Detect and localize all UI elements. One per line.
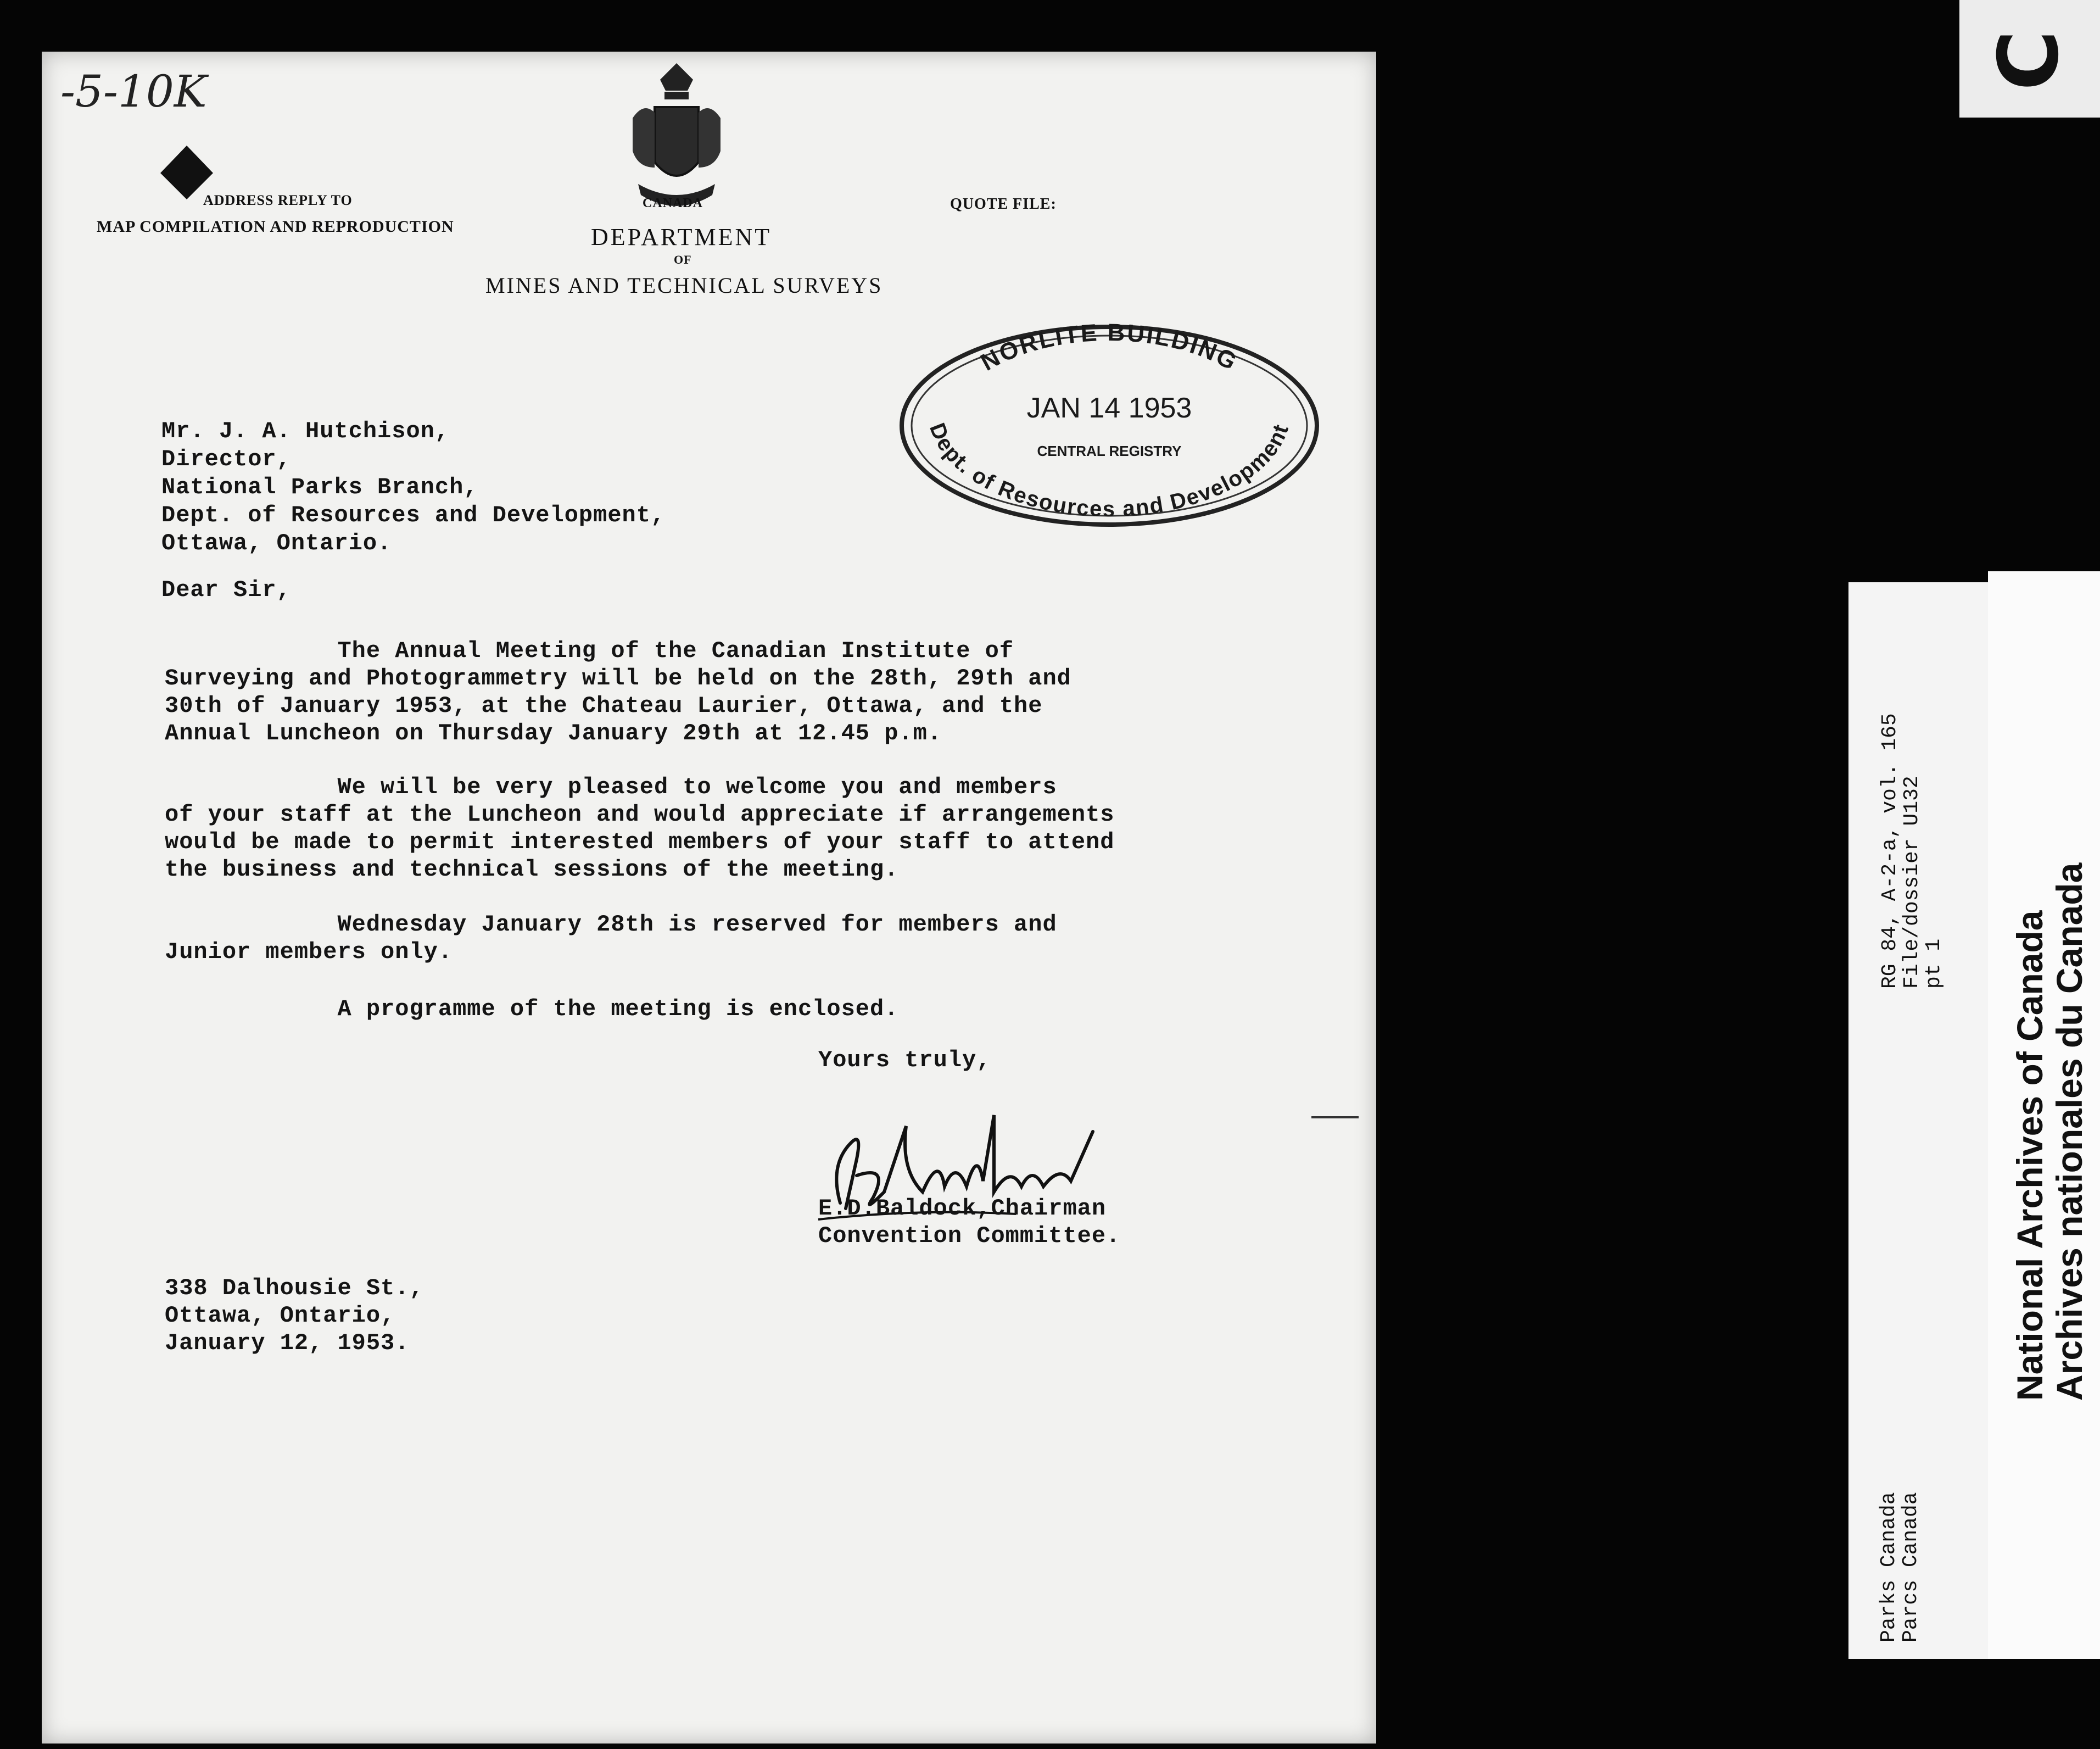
ministry-name: MINES AND TECHNICAL SURVEYS [485,273,883,298]
reference-line: File/dossier U132 [1900,776,1924,989]
body-line: We will be very pleased to welcome you and members [165,774,1057,800]
address-reply-label: ADDRESS REPLY TO [203,192,353,208]
quote-file-label: QUOTE FILE: [950,196,1057,213]
recipient-line: Ottawa, Ontario. [161,530,392,556]
stamp-registry: CENTRAL REGISTRY [1037,443,1182,459]
body-line: the business and technical sessions of the meeting. [165,856,899,883]
body-line: Annual Luncheon on Thursday January 29th at 12.45 p.m. [165,720,942,747]
body-line: would be made to permit interested members of your staff to attend [165,829,1115,855]
return-address [165,1274,424,1357]
archive-organization [1878,1492,1922,1642]
body-line: Junior members only. [165,939,453,965]
archive-name-en: National Archives of Canada [2009,910,2050,1401]
svg-text:NORLITE BUILDING [976,319,1242,376]
body-line: The Annual Meeting of the Canadian Institute of [165,638,1014,664]
recipient-line: Dept. of Resources and Development, [161,502,666,528]
body-line: 30th of January 1953, at the Chateau Laurier, Ottawa, and the [165,693,1043,719]
tab-letter: C [1981,30,2077,91]
recipient-line: Director, [161,446,291,472]
paragraph-reserved [165,911,1057,966]
stamp-bottom-text: Dept. of Resources and Development [924,420,1294,521]
signer-block [818,1195,1120,1250]
paragraph-meeting [165,637,1071,747]
reference-line: pt 1 [1922,938,1946,989]
org-line: Parks Canada [1877,1492,1901,1642]
archive-name [2010,863,2089,1401]
org-line: Parcs Canada [1899,1492,1923,1642]
paragraph-welcome [165,773,1114,883]
svg-text:Dept. of Resources and Develop [925,420,1294,521]
body-line: Surveying and Photogrammetry will be held on the 28th, 29th and [165,665,1071,692]
salutation: Dear Sir, [161,577,291,603]
closing: Yours truly, [818,1047,991,1073]
of-label: OF [674,253,692,266]
signer-name: E.D.Baldock,Chairman [818,1195,1107,1222]
body-line: of your staff at the Luncheon and would appreciate if arrangements [165,801,1115,828]
archive-reference [1879,713,1945,989]
registry-date-stamp [895,319,1323,533]
stamp-top-text: NORLITE BUILDING [976,319,1243,376]
handwritten-file-note: -5-10K [60,66,207,117]
canada-label: CANADA [643,196,703,210]
address-unit: MAP COMPILATION AND REPRODUCTION [97,218,454,236]
coat-of-arms-icon [622,58,731,239]
body-line: Wednesday January 28th is reserved for members and [165,911,1057,938]
reference-line: RG 84, A-2-a, vol. 165 [1878,713,1902,989]
paragraph-programme [165,995,898,1023]
body-line: A programme of the meeting is enclosed. [165,996,899,1022]
recipient-line: Mr. J. A. Hutchison, [161,418,450,444]
recipient-address [161,417,665,558]
department-label: DEPARTMENT [591,224,772,250]
recipient-line: National Parks Branch, [161,474,478,500]
edge-mark [1311,1116,1359,1118]
return-address-line: 338 Dalhousie St., [165,1275,424,1301]
stamp-date: JAN 14 1953 [1026,392,1192,424]
letter-page [42,52,1376,1744]
signer-title: Convention Committee. [818,1223,1121,1249]
return-address-line: Ottawa, Ontario, [165,1302,395,1329]
letter-date: January 12, 1953. [165,1330,410,1356]
archive-name-fr: Archives nationales du Canada [2049,862,2090,1401]
